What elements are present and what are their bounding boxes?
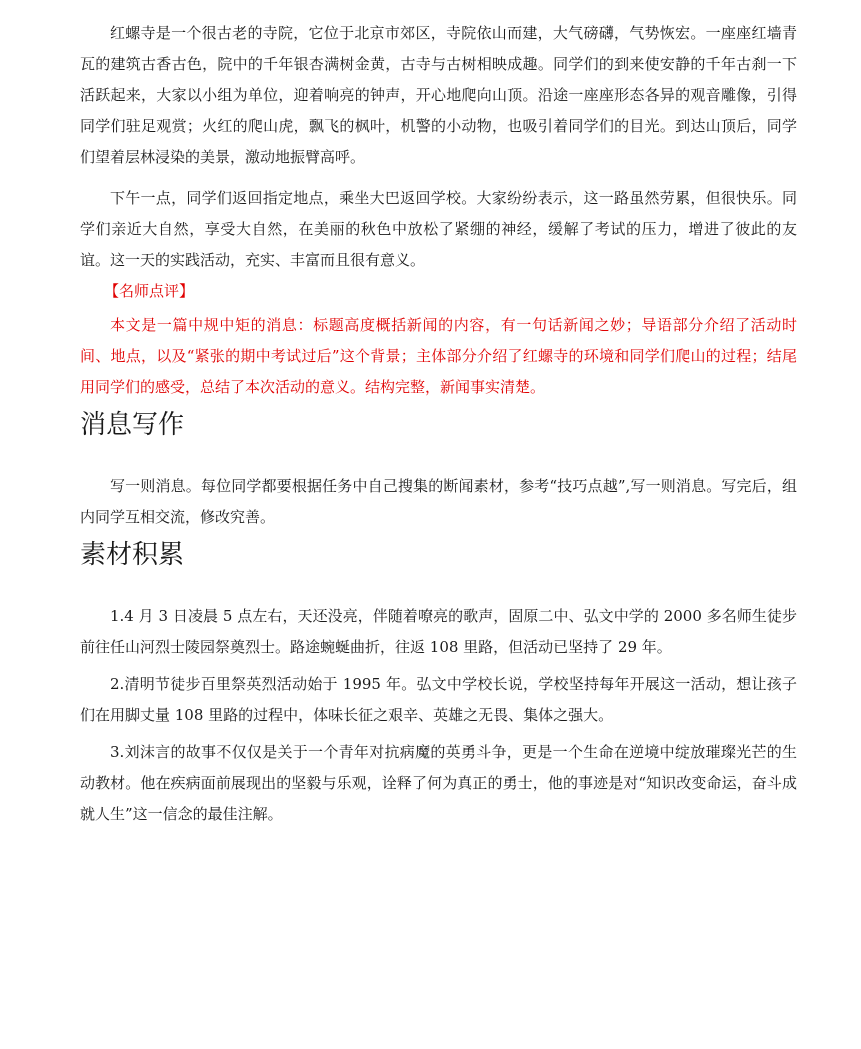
teacher-comment-label: 【名师点评】 [104, 282, 195, 300]
materials-section-title: 素材积累 [80, 540, 185, 570]
article-paragraph-2: 下午一点，同学们返回指定地点，乘坐大巴返回学校。大家纷纷表示，这一路虽然劳累，但很快乐。同学们亲近大自然，享受大自然，在美丽的秋色中放松了紧绷的神经，缓解了考试的压力，增进了彼此的友谊。这一天的实践活动，充实、丰富而且很有意义。 [80, 189, 797, 269]
teacher-comment-text: 本文是一篇中规中矩的消息：标题高度概括新闻的内容，有一句话新闻之妙；导语部分介绍了活动时间、地点，以及“紧张的期中考试过后”这个背景；主体部分介绍了红螺寺的环境和同学们爬山的过程；结尾用同学们的感受，总结了本次活动的意义。结构完整，新闻事实清楚。 [80, 316, 797, 396]
writing-task-text: 写一则消息。每位同学都要根据任务中自己搜集的断闻素材，参考“技巧点越”,写一则消息。写完后，组内同学互相交流，修改究善。 [80, 477, 797, 526]
material-item-3: 3.刘沫言的故事不仅仅是关于一个青年对抗病魔的英勇斗争，更是一个生命在逆境中绽放璀璨光芒的生动教材。他在疾病面前展现出的坚毅与乐观，诠释了何为真正的勇士，他的事迹是对“知识改变命运，奋斗成就人生”这一信念的最佳注解。 [80, 743, 797, 823]
writing-section-title: 消息写作 [80, 410, 185, 440]
material-item-2: 2.清明节徒步百里祭英烈活动始于 1995 年。弘文中学校长说，学校坚持每年开展这一活动，想让孩子们在用脚丈量 108 里路的过程中，体味长征之艰辛、英雄之无畏、集体之强大。 [80, 675, 797, 724]
article-paragraph-1: 红螺寺是一个很古老的寺院，它位于北京市郊区，寺院依山而建，大气磅礴，气势恢宏。一座座红墙青瓦的建筑古香古色，院中的千年银杏满树金黄，古寺与古树相映成趣。同学们的到来使安静的千年古刹一下活跃起来，大家以小组为单位，迎着响亮的钟声，开心地爬向山顶。沿途一座座形态各异的观音雕像，引得同学们驻足观赏；火红的爬山虎，飘飞的枫叶，机警的小动物，也吸引着同学们的目光。到达山顶后，同学们望着层林浸染的美景，激动地振臂高呼。 [80, 24, 797, 166]
material-item-1: 1.4 月 3 日凌晨 5 点左右，天还没亮，伴随着嘹亮的歌声，固原二中、弘文中学的 2000 多名师生徒步前往任山河烈士陵园祭奠烈士。路途蜿蜒曲折，往返 108 里路，但活动已坚持了 29 年。 [80, 607, 797, 656]
